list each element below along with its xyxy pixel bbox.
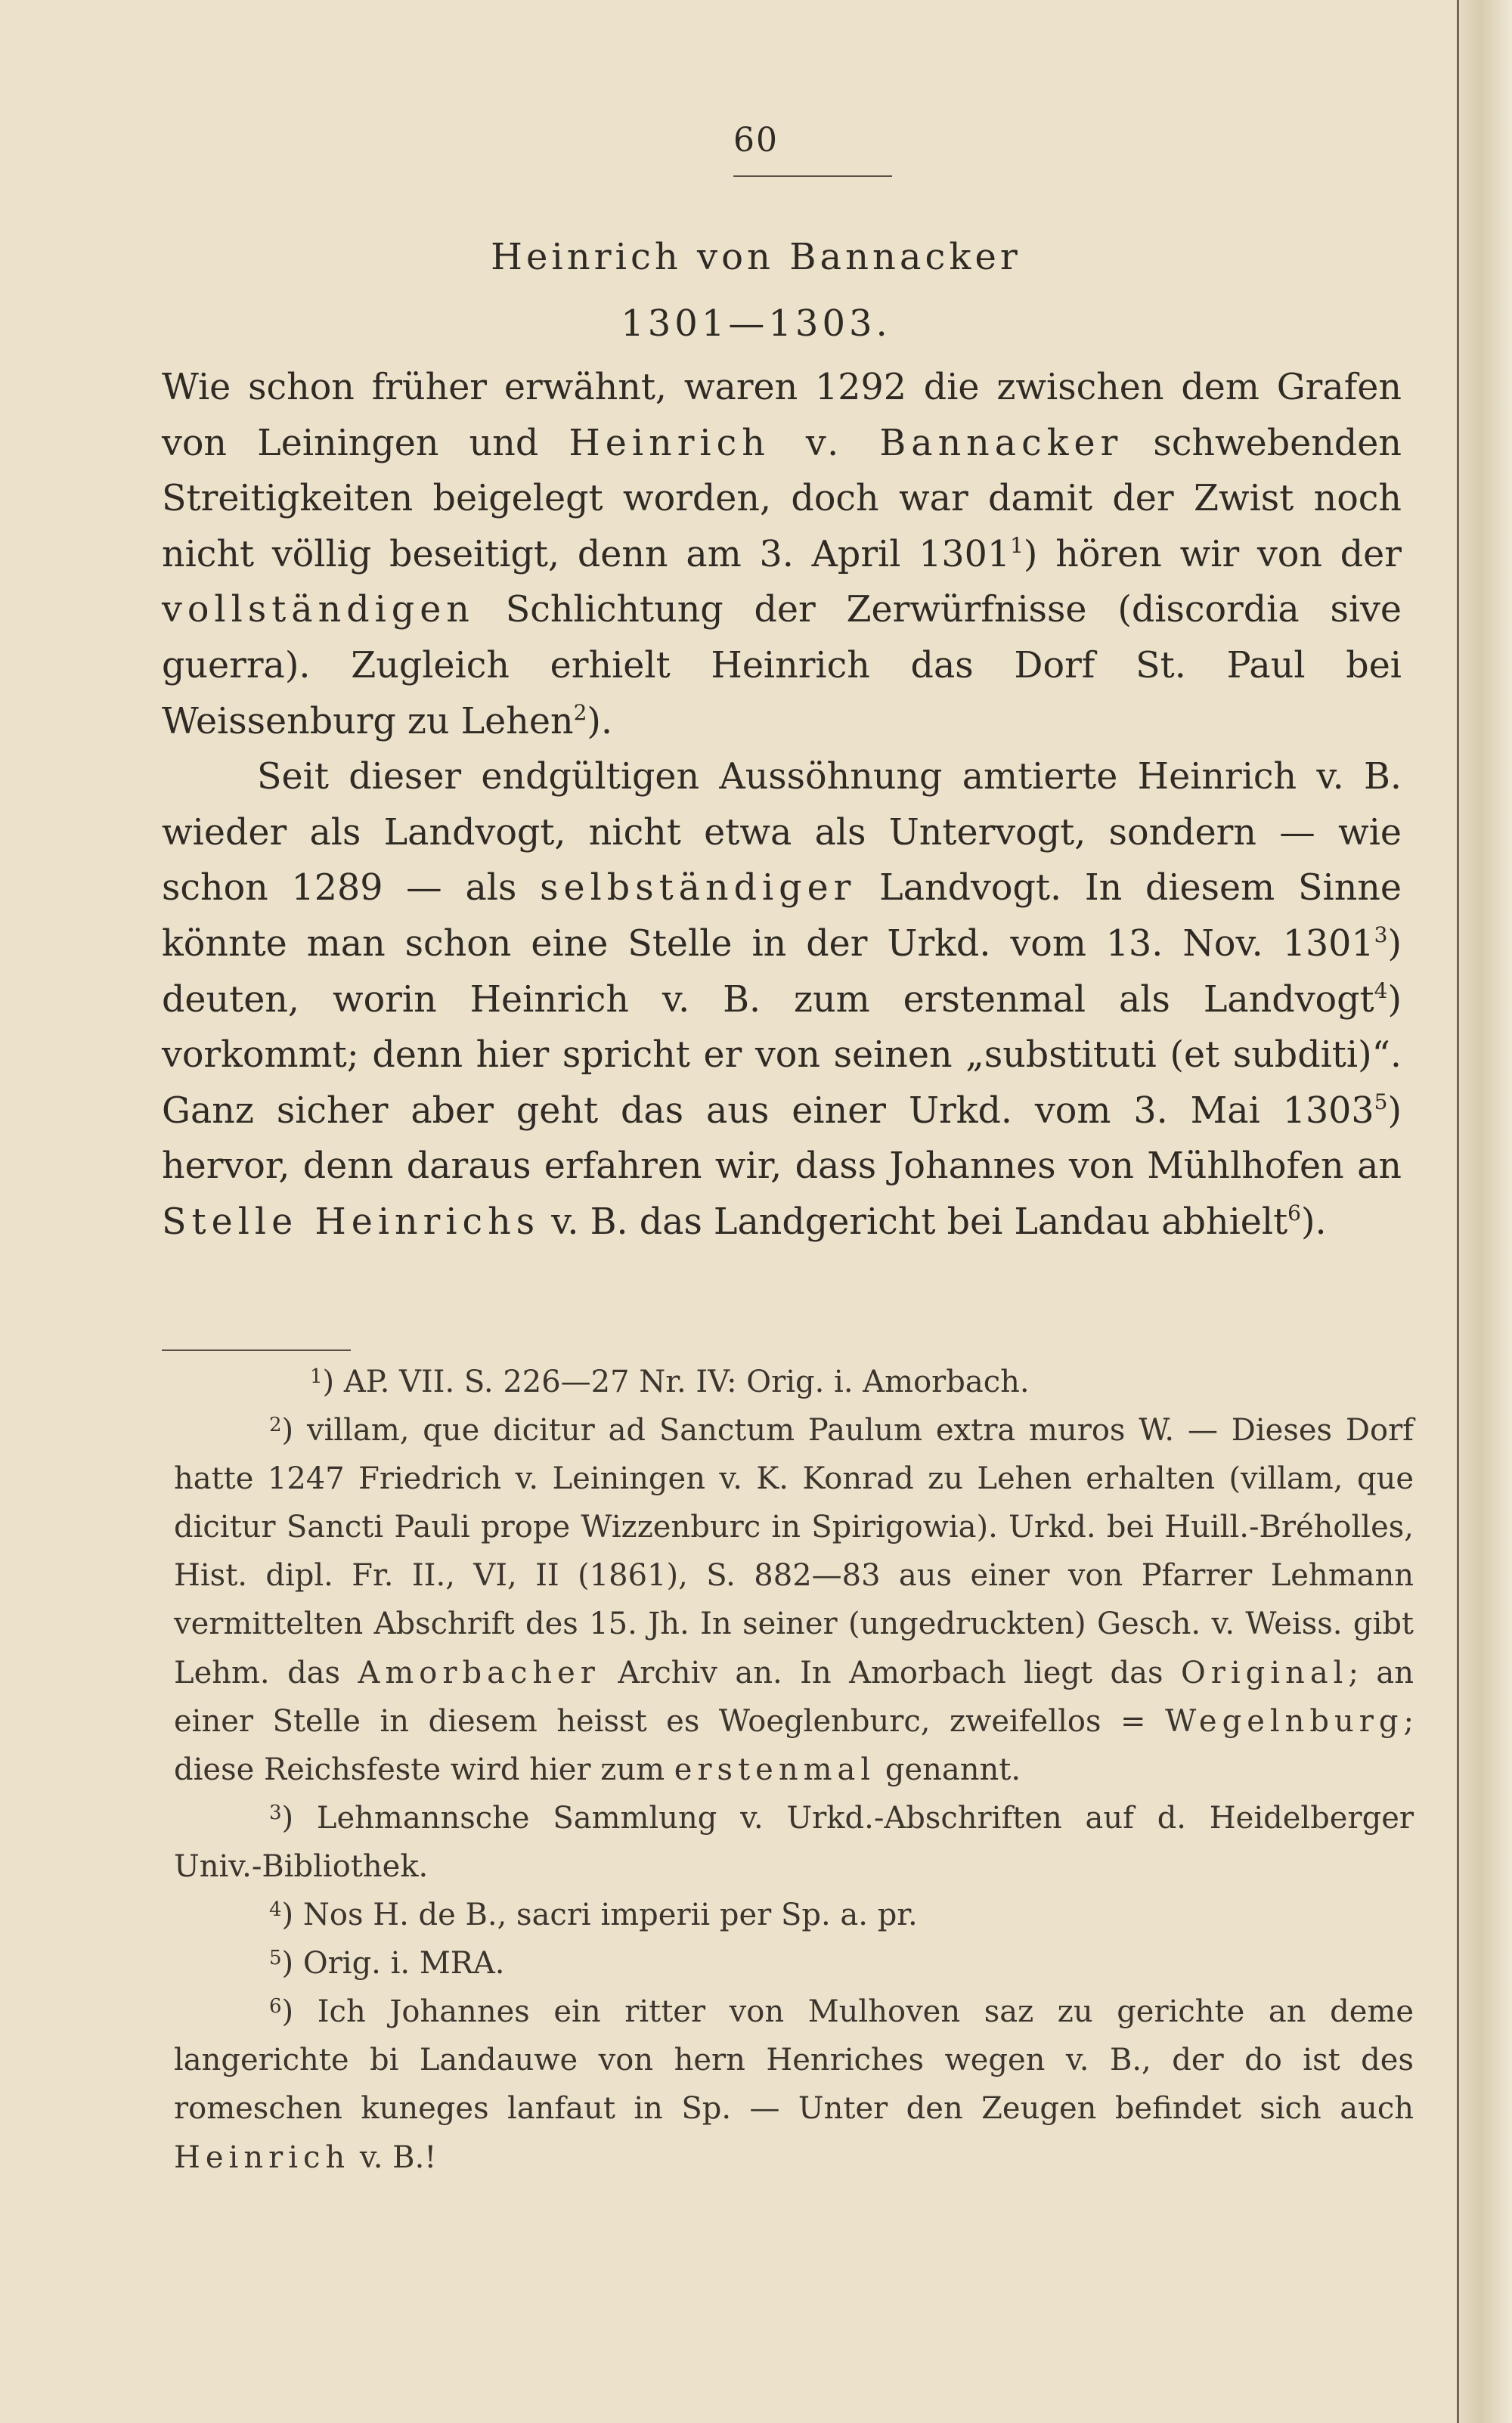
footnote-text: ; diese Reichsfeste wird hier zum [174,1703,1414,1787]
footnote-4 [174,1891,1414,1939]
text: schwebenden Streitigkeiten beigelegt worden, doch war damit der Zwist noch nicht völlig beseitigt, denn am 3. April 1301 [162,422,1402,575]
spaced-name: Heinrich v. Bannacker [569,422,1123,464]
text: Landvogt. In diesem Sinne könnte man schon eine Stelle in der Urkd. vom 13. Nov. 1301 [162,867,1402,965]
chapter-years: 1301—1303. [621,302,891,345]
text: Schlichtung der Zerwürfnisse (discordia sive guerra). Zugleich erhielt Heinrich das Dorf St. Paul bei Weissenburg zu Lehen [162,589,1402,742]
text: ). [587,700,613,742]
footnote-text: ) Orig. i. MRA. [281,1946,505,1981]
spaced-word: Stelle Heinrichs [162,1201,541,1243]
text: ). [1301,1201,1327,1243]
footnote-3 [174,1794,1414,1891]
header-rule [733,175,892,177]
spaced-word: Amorbacher [358,1655,600,1690]
text: Seit dieser endgültigen Aussöhnung amtierte Heinrich v. B. wieder als Landvogt, nicht etwa als Untervogt, sondern — wie schon 1289 — als [162,756,1402,909]
footnote-rule [162,1349,351,1351]
text: ) hervor, denn daraus erfahren wir, dass Johannes von Mühlhofen an [162,1089,1402,1188]
footnote-mark: 1 [310,1365,323,1388]
footnote-ref-2: 2 [573,699,587,725]
text: v. B. das Landgericht bei Landau abhielt [540,1201,1288,1243]
footnote-text: ; an einer Stelle in diesem heisst es Woeglenburc, zweifellos = [174,1655,1414,1739]
footnote-text: ) AP. VII. S. 226—27 Nr. IV: Orig. i. Amorbach. [322,1365,1030,1399]
footnote-text: ) villam, que dicitur ad Sanctum Paulum extra muros W. — Dieses Dorf hatte 1247 Friedrich v. Leiningen v. K. Konrad zu Lehen erhalten (villam, que dicitur Sancti Pauli prope Wizzenburc in Spirigowia). Urkd. bei Huill.-Bréholles, Hist. dipl. Fr. II., VI, II (1861), S. 882—83 aus einer von Pfarrer Lehmann vermittelten Abschrift des 15. Jh. In seiner (ungedruckten) Gesch. v. Weiss. gibt Lehm. das [174,1413,1414,1690]
footnote-mark: 3 [269,1801,282,1824]
text: ) hören wir von der [1023,533,1402,575]
paragraph-2 [162,749,1402,1250]
footnote-text: ) Lehmannsche Sammlung v. Urkd.-Abschriften auf d. Heidelberger Univ.-Bibliothek. [174,1800,1414,1884]
body-text [162,360,1402,1250]
footnote-text: v. B.! [350,2139,437,2175]
spaced-word: Original [1180,1655,1349,1690]
footnote-text: ) Ich Johannes ein ritter von Mulhoven saz zu gerichte an deme langerichte bi Landauwe von hern Henriches wegen v. B., der do ist des romeschen kuneges lanfaut in Sp. — Unter den Zeugen befindet sich auch [174,1994,1414,2127]
page-number: 60 [733,121,779,160]
page-edge [1457,0,1512,2423]
footnote-ref-3: 3 [1374,922,1388,947]
spaced-word: erstenmal [674,1752,876,1787]
footnote-ref-6: 6 [1287,1200,1301,1225]
footnote-mark: 2 [269,1414,282,1437]
text: ) deuten, worin Heinrich v. B. zum erstenmal als Landvogt [162,922,1402,1021]
footnote-2 [174,1406,1414,1794]
text: ) vorkommt; denn hier spricht er von seinen „substituti (et subditi)“. Ganz sicher aber geht das aus einer Urkd. vom 3. Mai 1303 [162,978,1402,1132]
spaced-word: selbständiger [540,867,857,909]
chapter-title: Heinrich von Bannacker [491,236,1021,278]
text: Wie schon früher erwähnt, waren 1292 die zwischen dem Grafen von Leiningen und [162,367,1402,464]
footnote-ref-1: 1 [1010,532,1024,558]
spaced-word: Heinrich [174,2139,351,2175]
footnote-text: genannt. [875,1752,1021,1787]
footnote-mark: 6 [269,1995,282,2019]
footnote-1 [174,1358,1414,1406]
footnote-ref-5: 5 [1374,1089,1388,1114]
footnote-mark: 5 [269,1947,282,1970]
footnote-5 [174,1939,1414,1988]
footnotes [174,1358,1414,2182]
footnote-mark: 4 [269,1898,282,1922]
spaced-word: Wegelnburg [1165,1703,1404,1739]
footnote-text: Archiv an. In Amorbach liegt das [600,1655,1181,1690]
paragraph-1 [162,360,1402,749]
spaced-word: vollständigen [162,589,475,631]
footnote-6 [174,1988,1414,2181]
footnote-ref-4: 4 [1374,978,1388,1003]
footnote-text: ) Nos H. de B., sacri imperii per Sp. a. pr. [281,1898,918,1933]
